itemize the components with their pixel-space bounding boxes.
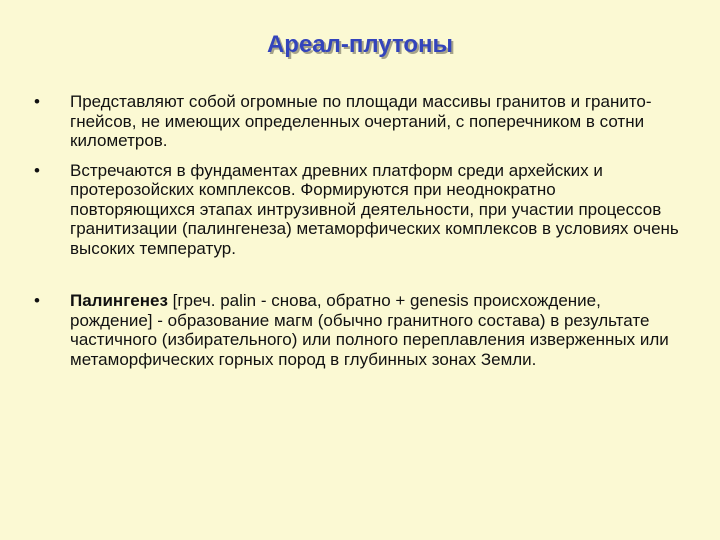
bullet-text: Представляют собой огромные по площади массивы гранитов и гранито-гнейсов, не имеющих определенных очертаний, с поперечником в сотни километров. bbox=[70, 92, 652, 150]
bullet-item-3 bbox=[34, 291, 684, 369]
slide-title: Ареал-плутоны bbox=[266, 31, 454, 58]
bullet-list bbox=[34, 92, 684, 379]
bullet-icon: • bbox=[34, 291, 40, 310]
bullet-text: [греч. palin - снова, обратно + genesis происхождение, рождение] - образование магм (обычно гранитного состава) в результате частичного (избирательного) или полного переплавления изверженных или метаморфических горных пород в глубинных зонах Земли. bbox=[70, 291, 669, 369]
term-palingenesis: Палингенез bbox=[70, 291, 168, 310]
bullet-item-2 bbox=[34, 161, 684, 259]
bullet-icon: • bbox=[34, 160, 40, 180]
bullet-text: Встречаются в фундаментах древних платформ среди архейских и протерозойских комплексов. Формируются при неоднократно повторяющихся этапах интрузивной деятельности, при участии процессов гранитизации (палингенеза) метаморфических комплексов в условиях очень высоких температур. bbox=[70, 160, 679, 258]
bullet-item-1 bbox=[34, 92, 684, 151]
bullet-icon: • bbox=[34, 92, 40, 111]
